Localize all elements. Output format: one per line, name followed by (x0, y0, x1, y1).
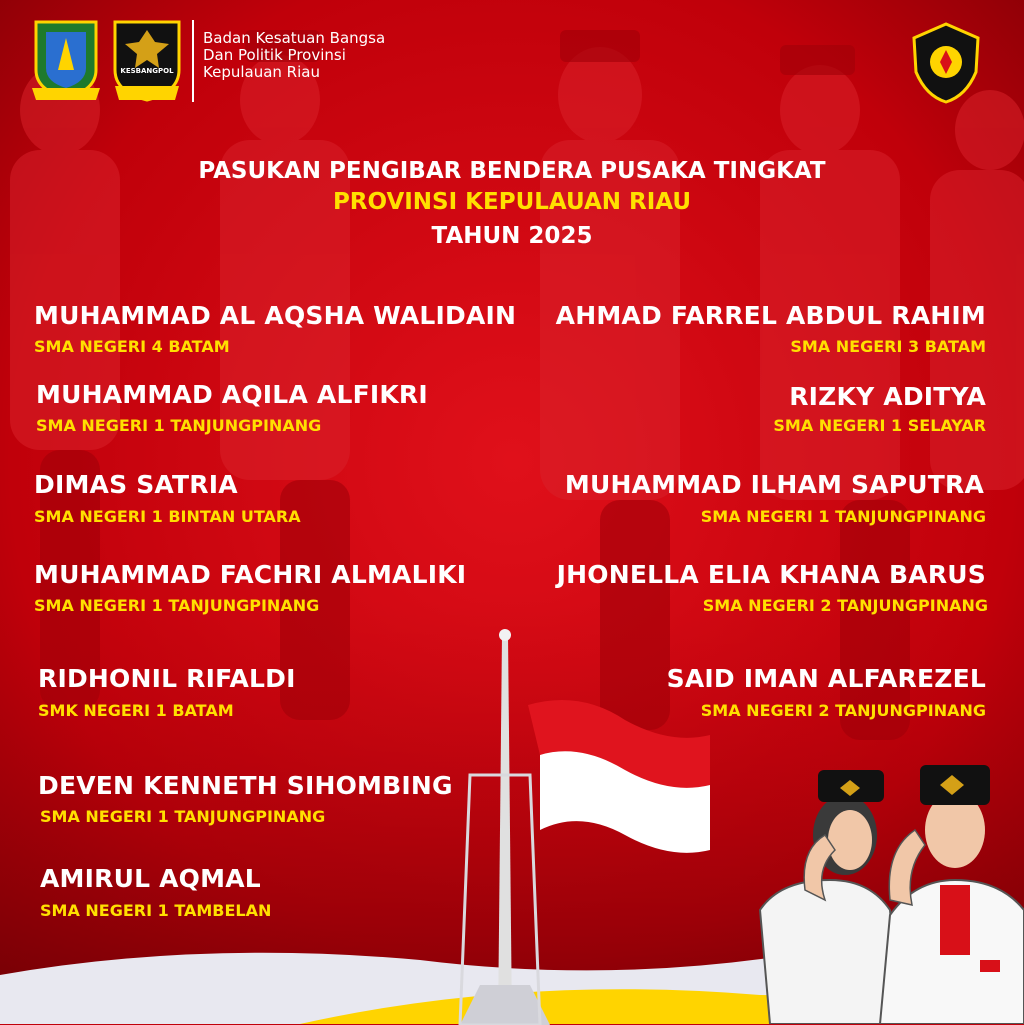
paskibraka-logo (906, 20, 986, 106)
organization-name-line1: Badan Kesatuan Bangsa (203, 29, 386, 47)
left-entry-7-name: AMIRUL AQMAL (40, 864, 261, 893)
saluting-officers-illustration (740, 740, 1024, 1024)
title-line1: PASUKAN PENGIBAR BENDERA PUSAKA TINGKAT (198, 158, 826, 184)
left-entry-6-school: SMA NEGERI 1 TANJUNGPINANG (40, 807, 326, 826)
organization-name-line3: Kepulauan Riau (203, 63, 320, 81)
left-entry-3-name: DIMAS SATRIA (34, 470, 238, 499)
left-entry-2-school: SMA NEGERI 1 TANJUNGPINANG (36, 416, 322, 435)
left-entry-6-name: DEVEN KENNETH SIHOMBING (38, 771, 453, 800)
right-entry-2-school: SMA NEGERI 1 SELAYAR (773, 416, 986, 435)
left-entry-5-name: RIDHONIL RIFALDI (38, 664, 296, 693)
left-entry-1-school: SMA NEGERI 4 BATAM (34, 337, 230, 356)
organization-name-line2: Dan Politik Provinsi (203, 46, 346, 64)
right-entry-1-name: AHMAD FARREL ABDUL RAHIM (555, 301, 986, 330)
left-entry-5-school: SMK NEGERI 1 BATAM (38, 701, 234, 720)
organization-name (203, 30, 385, 81)
right-entry-5-name: SAID IMAN ALFAREZEL (666, 664, 986, 693)
right-entry-5-school: SMA NEGERI 2 TANJUNGPINANG (700, 701, 986, 720)
title-line2: PROVINSI KEPULAUAN RIAU (332, 189, 692, 215)
kesbangpol-logo-label: KESBANGPOL (120, 67, 174, 75)
indonesian-flag-icon (528, 700, 710, 853)
kesbangpol-logo (111, 20, 183, 104)
right-entry-4-name: JHONELLA ELIA KHANA BARUS (556, 560, 986, 589)
left-entry-4-name: MUHAMMAD FACHRI ALMALIKI (34, 560, 467, 589)
left-entry-7-school: SMA NEGERI 1 TAMBELAN (40, 901, 272, 920)
left-entry-1-name: MUHAMMAD AL AQSHA WALIDAIN (34, 301, 517, 330)
title-line3: TAHUN 2025 (431, 223, 593, 249)
header-divider (192, 20, 194, 102)
right-entry-3-name: MUHAMMAD ILHAM SAPUTRA (564, 470, 984, 499)
left-entry-2-name: MUHAMMAD AQILA ALFIKRI (36, 380, 428, 409)
right-entry-4-school: SMA NEGERI 2 TANJUNGPINANG (702, 596, 988, 615)
right-entry-1-school: SMA NEGERI 3 BATAM (790, 337, 986, 356)
right-entry-3-school: SMA NEGERI 1 TANJUNGPINANG (700, 507, 986, 526)
right-entry-2-name: RIZKY ADITYA (789, 382, 986, 411)
left-entry-3-school: SMA NEGERI 1 BINTAN UTARA (34, 507, 301, 526)
kepri-province-logo (30, 18, 102, 104)
left-entry-4-school: SMA NEGERI 1 TANJUNGPINANG (34, 596, 320, 615)
